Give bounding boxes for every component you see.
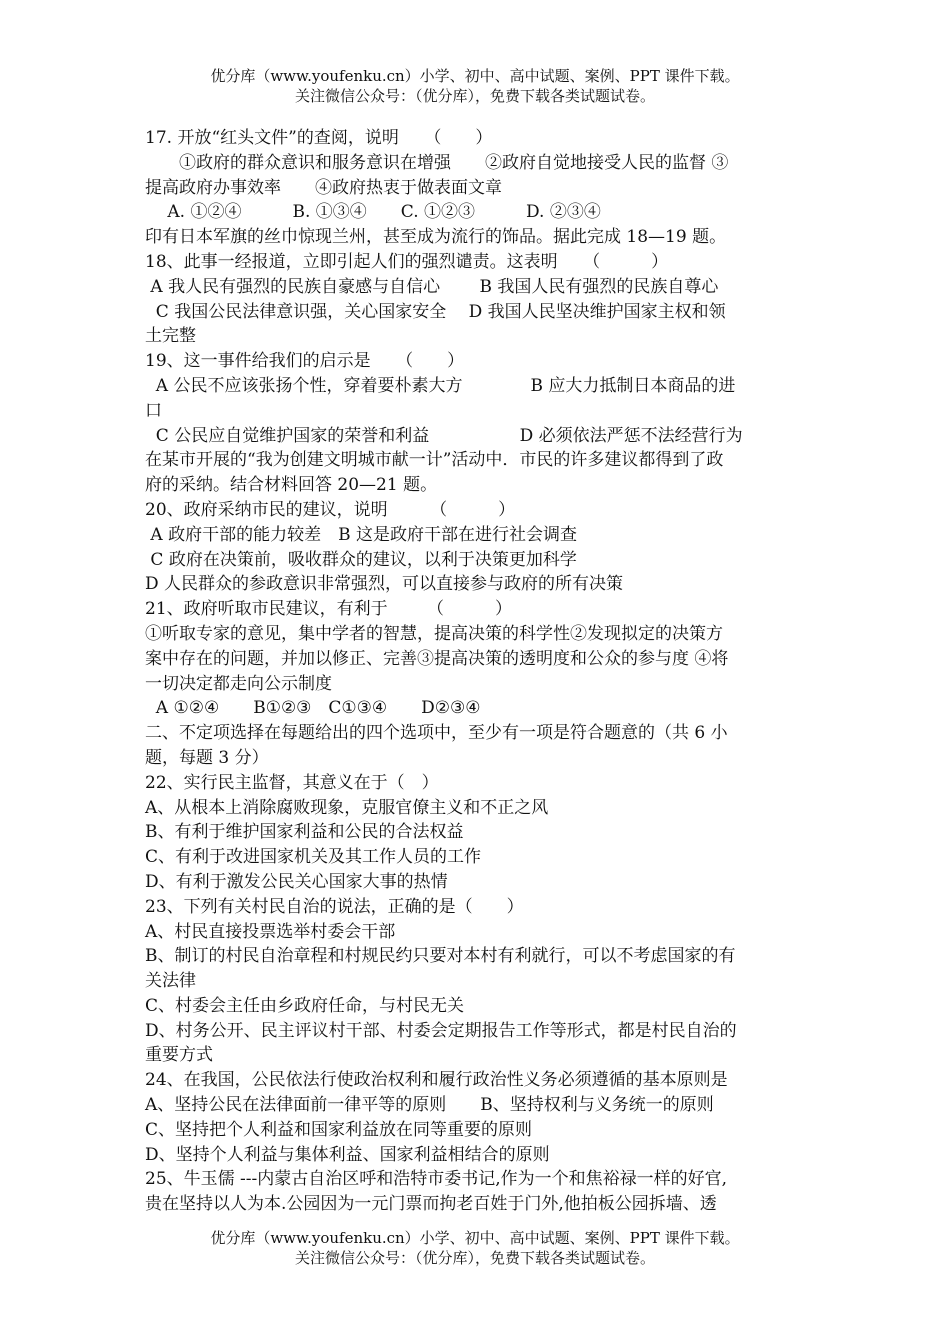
- text-line: A 公民不应该张扬个性，穿着要朴素大方 B 应大力抵制日本商品的进: [145, 375, 736, 396]
- text-line: 贵在坚持以人为本.公园因为一元门票而拘老百姓于门外,他拍板公园拆墙、透: [145, 1194, 717, 1215]
- text-line: 25、牛玉儒 ---内蒙古自治区呼和浩特市委书记,作为一个和焦裕禄一样的好官,: [145, 1169, 728, 1190]
- text-line: 府的采纳。结合材料回答 20—21 题。: [145, 475, 438, 496]
- text-line: 18、此事一经报道，立即引起人们的强烈谴责。这表明 （ ）: [145, 251, 669, 272]
- text-line: C 公民应自觉维护国家的荣誉和利益 D 必须依法严惩不法经营行为: [145, 425, 743, 446]
- text-line: 案中存在的问题，并加以修正、完善③提高决策的透明度和公众的参与度 ④将: [145, 648, 729, 669]
- text-line: A ①②④ B①②③ C①③④ D②③④: [145, 698, 481, 719]
- text-line: 21、政府听取市民建议，有利于 （ ）: [145, 599, 513, 620]
- text-line: D 人民群众的参政意识非常强烈，可以直接参与政府的所有决策: [145, 574, 624, 595]
- text-line: ①政府的群众意识和服务意识在增强 ②政府自觉地接受人民的监督 ③: [145, 152, 729, 173]
- text-line: A. ①②④ B. ①③④ C. ①②③ D. ②③④: [145, 202, 601, 223]
- text-line: B、制订的村民自治章程和村规民约只要对本村有利就行，可以不考虑国家的有: [145, 946, 736, 967]
- text-line: 在某市开展的“我为创建文明城市献一计”活动中．市民的许多建议都得到了政: [145, 450, 724, 471]
- text-line: 重要方式: [145, 1045, 213, 1066]
- text-line: 一切决定都走向公示制度: [145, 673, 332, 694]
- page-header: [0, 66, 950, 106]
- text-line: ①听取专家的意见，集中学者的智慧，提高决策的科学性②发现拟定的决策方: [145, 623, 723, 644]
- text-line: 口: [145, 400, 162, 421]
- text-line: 题，每题 3 分）: [145, 747, 269, 768]
- footer-line-1: 优分库（www.youfenku.cn）小学、初中、高中试题、案例、PPT 课件下载。: [210, 1229, 740, 1247]
- text-line: 23、下列有关村民自治的说法，正确的是（ ）: [145, 896, 524, 917]
- text-line: D、村务公开、民主评议村干部、村委会定期报告工作等形式，都是村民自治的: [145, 1020, 737, 1041]
- text-line: A、村民直接投票选举村委会干部: [145, 921, 396, 942]
- text-line: 20、政府采纳市民的建议，说明 （ ）: [145, 499, 516, 520]
- footer-line-2: 关注微信公众号：（优分库），免费下载各类试题试卷。: [294, 1249, 655, 1267]
- text-line: C、有利于改进国家机关及其工作人员的工作: [145, 847, 482, 868]
- text-line: A、坚持公民在法律面前一律平等的原则 B、坚持权利与义务统一的原则: [145, 1095, 714, 1116]
- text-line: 土完整: [145, 326, 196, 347]
- header-line-1: 优分库（www.youfenku.cn）小学、初中、高中试题、案例、PPT 课件下载。: [210, 67, 740, 85]
- text-line: 22、实行民主监督，其意义在于（ ）: [145, 772, 439, 793]
- text-line: 印有日本军旗的丝巾惊现兰州，甚至成为流行的饰品。据此完成 18—19 题。: [145, 227, 727, 248]
- text-line: A 我人民有强烈的民族自豪感与自信心 B 我国人民有强烈的民族自尊心: [145, 276, 719, 297]
- text-line: 17. 开放“红头文件”的查阅，说明 （ ）: [145, 128, 493, 148]
- exam-content: [145, 126, 815, 1217]
- header-line-2: 关注微信公众号：（优分库），免费下载各类试题试卷。: [294, 87, 655, 105]
- text-line: C 政府在决策前，吸收群众的建议，以利于决策更加科学: [145, 549, 577, 570]
- text-line: C、村委会主任由乡政府任命，与村民无关: [145, 995, 465, 1016]
- text-line: C 我国公民法律意识强，关心国家安全 D 我国人民坚决维护国家主权和领: [145, 301, 726, 322]
- text-line: 提高政府办事效率 ④政府热衷于做表面文章: [145, 177, 502, 198]
- text-line: 19、这一事件给我们的启示是 （ ）: [145, 351, 465, 372]
- text-line: 24、在我国，公民依法行使政治权利和履行政治性义务必须遵循的基本原则是: [145, 1070, 728, 1091]
- text-line: 二、不定项选择在每题给出的四个选项中，至少有一项是符合题意的（共 6 小: [145, 723, 728, 744]
- text-line: D、坚持个人利益与集体利益、国家利益相结合的原则: [145, 1144, 550, 1165]
- text-line: A 政府干部的能力较差 B 这是政府干部在进行社会调查: [145, 524, 577, 545]
- page-footer: [0, 1228, 950, 1268]
- text-line: 关法律: [145, 971, 196, 992]
- text-line: B、有利于维护国家利益和公民的合法权益: [145, 822, 464, 843]
- text-line: C、坚持把个人利益和国家利益放在同等重要的原则: [145, 1119, 533, 1140]
- text-line: A、从根本上消除腐败现象，克服官僚主义和不正之风: [145, 797, 549, 818]
- text-line: D、有利于激发公民关心国家大事的热情: [145, 871, 448, 892]
